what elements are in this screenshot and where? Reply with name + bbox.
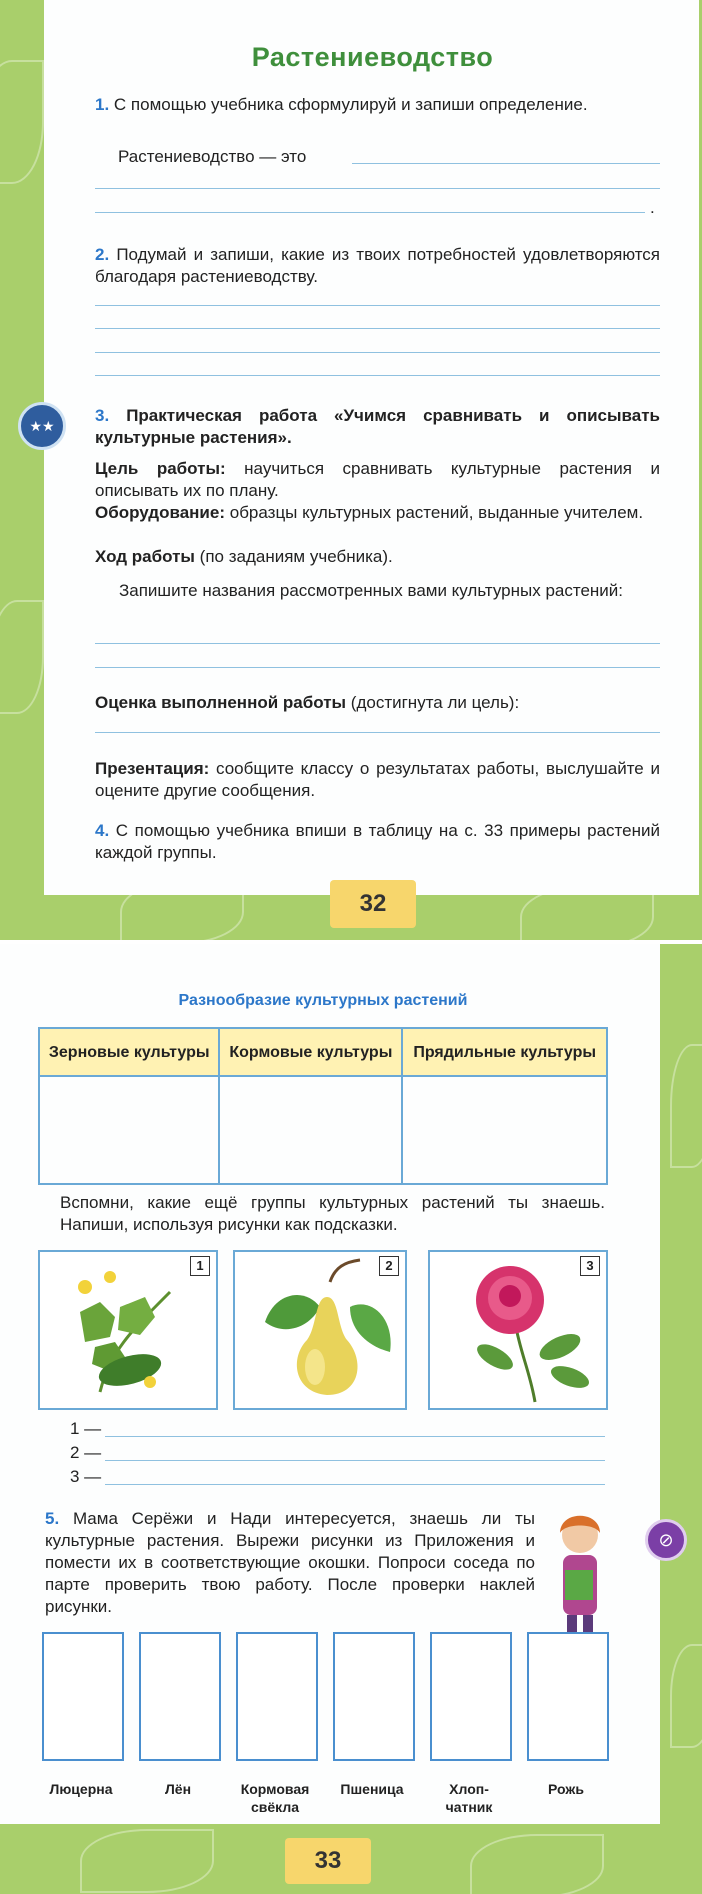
picture-number: 2 xyxy=(379,1256,399,1276)
evaluation-label: Оценка выполненной работы xyxy=(95,693,347,712)
cutout-slot[interactable] xyxy=(139,1632,221,1761)
evaluation-paragraph xyxy=(95,692,660,714)
leaf-decoration xyxy=(470,1834,604,1894)
task-1-number: 1. xyxy=(95,95,110,114)
presentation-text: сообщите классу о результатах работы, выслушайте и оцените другие сообщения. xyxy=(95,759,660,800)
task-1-question: С помощью учебника сформулируй и запиши определение. xyxy=(113,95,588,114)
cutout-slot[interactable] xyxy=(527,1632,609,1761)
course-paragraph xyxy=(95,546,660,568)
task-2-number: 2. xyxy=(95,245,110,264)
slot-label: Лён xyxy=(164,1781,192,1797)
page-title: Растениеводство xyxy=(251,42,494,72)
slot-label: Рожь xyxy=(548,1781,584,1797)
task-5-text xyxy=(45,1508,535,1618)
column-header: Зерновые культуры xyxy=(39,1028,219,1076)
recall-text: Вспомни, какие ещё группы культурных растений ты знаешь. Напиши, используя рисунки как подсказки. xyxy=(60,1193,605,1234)
answer-line[interactable] xyxy=(95,643,660,644)
slot-label: Хлоп-чатник xyxy=(445,1781,493,1815)
page-number: 33 xyxy=(285,1838,371,1884)
girl-illustration-icon xyxy=(545,1505,615,1635)
answer-line[interactable] xyxy=(95,328,660,329)
slot-label: Люцерна xyxy=(49,1781,113,1797)
answer-label: 1 — xyxy=(70,1419,102,1438)
answer-line[interactable] xyxy=(105,1436,605,1437)
definition-prompt: Растениеводство — это xyxy=(118,147,307,166)
crop-groups-table xyxy=(38,1027,608,1185)
leaf-decoration xyxy=(670,1644,702,1748)
answer-line[interactable] xyxy=(95,188,660,189)
task-4-text xyxy=(95,820,660,864)
equipment-paragraph xyxy=(95,502,660,524)
answer-line[interactable] xyxy=(95,667,660,668)
task-3-heading: Практическая работа «Учимся сравнивать и описывать культурные растения». xyxy=(95,406,660,447)
task-2-question: Подумай и запиши, какие из твоих потребностей удовлетворяются благодаря растениеводству. xyxy=(95,245,660,286)
answer-label: 3 — xyxy=(70,1467,102,1486)
task-2-text xyxy=(95,244,660,288)
task-4-question: С помощью учебника впиши в таблицу на с. 33 примеры растений каждой группы. xyxy=(95,821,660,862)
task-3-title xyxy=(95,405,660,449)
equipment-label: Оборудование: xyxy=(95,503,225,522)
definition-end: . xyxy=(650,198,655,217)
picture-rose xyxy=(428,1250,608,1410)
answer-line[interactable] xyxy=(95,305,660,306)
table-cell[interactable] xyxy=(402,1076,607,1184)
goal-label: Цель работы: xyxy=(95,459,226,478)
leaf-decoration xyxy=(0,600,44,714)
column-header: Прядильные культуры xyxy=(402,1028,607,1076)
leaf-decoration xyxy=(670,1044,702,1168)
write-names-text: Запишите названия рассмотренных вами культурных растений: xyxy=(119,581,624,600)
picture-cucumber xyxy=(38,1250,218,1410)
slot-label: Кормовая свёкла xyxy=(240,1781,310,1815)
task-3-number: 3. xyxy=(95,406,110,425)
presentation-paragraph xyxy=(95,758,660,802)
picture-number: 1 xyxy=(190,1256,210,1276)
leaf-decoration xyxy=(80,1829,214,1893)
cutout-slot[interactable] xyxy=(333,1632,415,1761)
table-cell[interactable] xyxy=(219,1076,402,1184)
cutout-slot[interactable] xyxy=(430,1632,512,1761)
task-4-number: 4. xyxy=(95,821,110,840)
column-header: Кормовые культуры xyxy=(219,1028,402,1076)
answer-line[interactable] xyxy=(105,1484,605,1485)
answer-line[interactable] xyxy=(352,163,660,164)
star-icon: ★★ xyxy=(18,402,66,450)
slot-label: Пшеница xyxy=(340,1781,404,1797)
answer-line[interactable] xyxy=(95,352,660,353)
answer-line[interactable] xyxy=(105,1460,605,1461)
picture-pear xyxy=(233,1250,407,1410)
task-1-text xyxy=(95,94,660,116)
answer-line[interactable] xyxy=(95,732,660,733)
evaluation-text: (достигнута ли цель): xyxy=(350,693,520,712)
course-text: (по заданиям учебника). xyxy=(199,547,393,566)
paperclip-icon: ⊘ xyxy=(645,1519,687,1561)
answer-line[interactable] xyxy=(95,375,660,376)
table-title: Разнообразие культурных растений xyxy=(178,992,468,1009)
answer-line[interactable] xyxy=(95,212,645,213)
table-cell[interactable] xyxy=(39,1076,219,1184)
goal-text: научиться сравнивать культурные растения и описывать их по плану. xyxy=(95,459,661,500)
presentation-label: Презентация: xyxy=(95,759,210,778)
task-5-number: 5. xyxy=(45,1509,60,1528)
course-label: Ход работы xyxy=(95,547,195,566)
page-number: 32 xyxy=(330,880,416,928)
task-5-question: Мама Серёжи и Нади интересуется, знаешь ли ты культурные растения. Вырежи рисунки из Приложения и помести их в соответствующие окошки. Попроси соседа по парте проверить твою работу. После проверки наклей рисунки. xyxy=(45,1509,535,1616)
answer-label: 2 — xyxy=(70,1443,102,1462)
picture-number: 3 xyxy=(580,1256,600,1276)
goal-paragraph xyxy=(95,458,660,502)
leaf-decoration xyxy=(0,60,44,184)
equipment-text: образцы культурных растений, выданные учителем. xyxy=(229,503,644,522)
cutout-slot[interactable] xyxy=(236,1632,318,1761)
cutout-slot[interactable] xyxy=(42,1632,124,1761)
